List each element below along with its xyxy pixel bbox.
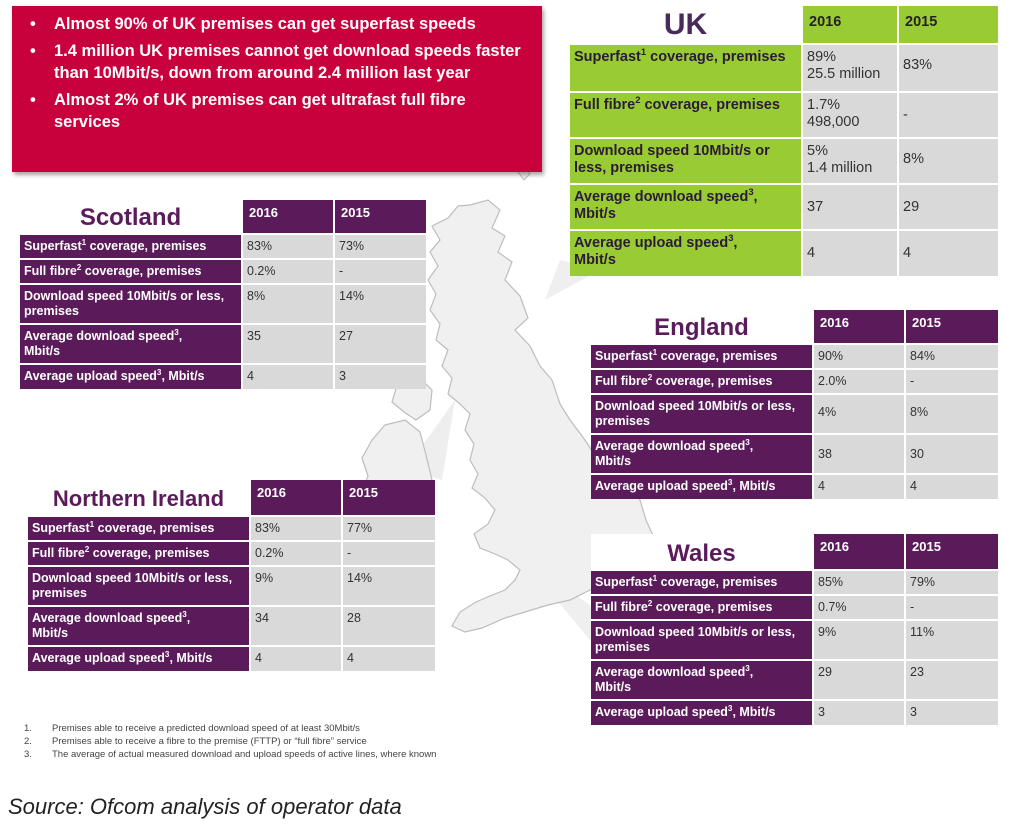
wales-label-superfast: Superfast$^1$ coverage, premises <box>591 570 813 595</box>
uk-row-avg-upload <box>570 230 998 276</box>
uk-download10-2016: 5% 1.4 million <box>802 138 898 184</box>
footnote-item: 3. The average of actual measured download and upload speeds of active lines, where known <box>24 749 437 760</box>
uk-avgdown-2016: 37 <box>802 184 898 230</box>
scotland-year-2016: 2016 <box>242 200 334 234</box>
uk-fullfibre-2016: 1.7% 498,000 <box>802 92 898 138</box>
northern-ireland-label-avg-upload: Average upload speed$^3$, Mbit/s <box>28 646 250 671</box>
england-title: England <box>591 310 813 344</box>
footnote-item: 1. Premises able to receive a predicted download speed of at least 30Mbit/s <box>24 723 360 734</box>
england-superfast-2015: 84% <box>905 344 998 369</box>
uk-row-download-10 <box>570 138 998 184</box>
northern-ireland-label-full-fibre: Full fibre$^2$ coverage, premises <box>28 541 250 566</box>
scotland-fullfibre-2016: 0.2% <box>242 259 334 284</box>
scotland-avgup-2015: 3 <box>334 364 426 389</box>
uk-year-2015: 2015 <box>898 6 998 44</box>
wales-label-avg-upload: Average upload speed$^3$, Mbit/s <box>591 700 813 725</box>
scotland-superfast-2016: 83% <box>242 234 334 259</box>
source-note: Source: Ofcom analysis of operator data <box>8 794 402 819</box>
uk-avgup-2016: 4 <box>802 230 898 276</box>
wales-title: Wales <box>591 534 813 570</box>
northern-ireland-download10-2016: 9% <box>250 566 342 606</box>
wales-download10-2016: 9% <box>813 620 905 660</box>
uk-row-superfast <box>570 44 998 92</box>
key-finding-item: • Almost 2% of UK premises can get ultrafast full fibre services <box>22 89 532 133</box>
uk-year-2016: 2016 <box>802 6 898 44</box>
scotland-avgdown-2016: 35 <box>242 324 334 364</box>
wales-label-avg-download: Average download speed$^3$, Mbit/s <box>591 660 813 700</box>
scotland-fullfibre-2015: - <box>334 259 426 284</box>
wales-label-download-10: Download speed 10Mbit/s or less, premises <box>591 620 813 660</box>
england-label-avg-upload: Average upload speed$^3$, Mbit/s <box>591 474 813 499</box>
uk-avgup-2015: 4 <box>898 230 998 276</box>
scotland-label-avg-upload: Average upload speed$^3$, Mbit/s <box>20 364 242 389</box>
wales-avgdown-2015: 23 <box>905 660 998 700</box>
uk-label-avg-upload: Average upload speed$^3$, Mbit/s <box>570 230 802 276</box>
northern-ireland-label-download-10: Download speed 10Mbit/s or less, premises <box>28 566 250 606</box>
key-findings-box <box>12 6 542 172</box>
northern-ireland-avgdown-2016: 34 <box>250 606 342 646</box>
uk-avgdown-2015: 29 <box>898 184 998 230</box>
wales-label-full-fibre: Full fibre$^2$ coverage, premises <box>591 595 813 620</box>
northern-ireland-download10-2015: 14% <box>342 566 435 606</box>
scotland-label-full-fibre: Full fibre$^2$ coverage, premises <box>20 259 242 284</box>
scotland-title: Scotland <box>20 200 242 234</box>
uk-label-full-fibre: Full fibre$^2$ coverage, premises <box>570 92 802 138</box>
scotland-avgdown-2015: 27 <box>334 324 426 364</box>
england-fullfibre-2015: - <box>905 369 998 394</box>
wales-avgup-2015: 3 <box>905 700 998 725</box>
uk-label-download-10: Download speed 10Mbit/s or less, premises <box>570 138 802 184</box>
northern-ireland-title: Northern Ireland <box>28 480 250 516</box>
scotland-download10-2016: 8% <box>242 284 334 324</box>
england-label-full-fibre: Full fibre$^2$ coverage, premises <box>591 369 813 394</box>
northern-ireland-fullfibre-2016: 0.2% <box>250 541 342 566</box>
northern-ireland-fullfibre-2015: - <box>342 541 435 566</box>
england-label-avg-download: Average download speed$^3$, Mbit/s <box>591 434 813 474</box>
key-findings-list <box>22 13 532 133</box>
northern-ireland-year-2016: 2016 <box>250 480 342 516</box>
england-label-download-10: Download speed 10Mbit/s or less, premises <box>591 394 813 434</box>
england-avgup-2015: 4 <box>905 474 998 499</box>
wales-avgdown-2016: 29 <box>813 660 905 700</box>
england-superfast-2016: 90% <box>813 344 905 369</box>
scotland-label-superfast: Superfast$^1$ coverage, premises <box>20 234 242 259</box>
wales-fullfibre-2016: 0.7% <box>813 595 905 620</box>
uk-fullfibre-2015: - <box>898 92 998 138</box>
key-finding-item: • 1.4 million UK premises cannot get download speeds faster than 10Mbit/s, down from around 2.4 million last year <box>22 40 532 84</box>
scotland-table <box>20 200 426 389</box>
england-avgup-2016: 4 <box>813 474 905 499</box>
uk-title: UK <box>570 6 802 44</box>
northern-ireland-year-2015: 2015 <box>342 480 435 516</box>
key-finding-item: • Almost 90% of UK premises can get superfast speeds <box>22 13 532 35</box>
northern-ireland-table <box>28 480 435 671</box>
england-year-2015: 2015 <box>905 310 998 344</box>
northern-ireland-superfast-2015: 77% <box>342 516 435 541</box>
uk-label-avg-download: Average download speed$^3$, Mbit/s <box>570 184 802 230</box>
scotland-avgup-2016: 4 <box>242 364 334 389</box>
northern-ireland-avgdown-2015: 28 <box>342 606 435 646</box>
footnote-item: 2. Premises able to receive a fibre to the premise (FTTP) or “full fibre” service <box>24 736 367 747</box>
wales-fullfibre-2015: - <box>905 595 998 620</box>
northern-ireland-label-superfast: Superfast$^1$ coverage, premises <box>28 516 250 541</box>
wales-download10-2015: 11% <box>905 620 998 660</box>
england-label-superfast: Superfast$^1$ coverage, premises <box>591 344 813 369</box>
uk-download10-2015: 8% <box>898 138 998 184</box>
wales-avgup-2016: 3 <box>813 700 905 725</box>
england-avgdown-2015: 30 <box>905 434 998 474</box>
wales-table <box>591 534 998 725</box>
northern-ireland-avgup-2015: 4 <box>342 646 435 671</box>
wales-superfast-2016: 85% <box>813 570 905 595</box>
scotland-superfast-2015: 73% <box>334 234 426 259</box>
wales-superfast-2015: 79% <box>905 570 998 595</box>
footnotes <box>24 722 436 761</box>
uk-superfast-2015: 83% <box>898 44 998 92</box>
england-year-2016: 2016 <box>813 310 905 344</box>
wales-year-2015: 2015 <box>905 534 998 570</box>
northern-ireland-label-avg-download: Average download speed$^3$, Mbit/s <box>28 606 250 646</box>
england-table <box>591 310 998 499</box>
scotland-label-download-10: Download speed 10Mbit/s or less, premises <box>20 284 242 324</box>
england-avgdown-2016: 38 <box>813 434 905 474</box>
uk-table <box>570 6 998 276</box>
northern-ireland-avgup-2016: 4 <box>250 646 342 671</box>
northern-ireland-superfast-2016: 83% <box>250 516 342 541</box>
uk-row-full-fibre <box>570 92 998 138</box>
uk-row-avg-download <box>570 184 998 230</box>
england-download10-2016: 4% <box>813 394 905 434</box>
england-download10-2015: 8% <box>905 394 998 434</box>
uk-superfast-2016: 89% 25.5 million <box>802 44 898 92</box>
scotland-download10-2015: 14% <box>334 284 426 324</box>
scotland-year-2015: 2015 <box>334 200 426 234</box>
scotland-label-avg-download: Average download speed$^3$, Mbit/s <box>20 324 242 364</box>
england-fullfibre-2016: 2.0% <box>813 369 905 394</box>
uk-label-superfast: Superfast$^1$ coverage, premises <box>570 44 802 92</box>
wales-year-2016: 2016 <box>813 534 905 570</box>
